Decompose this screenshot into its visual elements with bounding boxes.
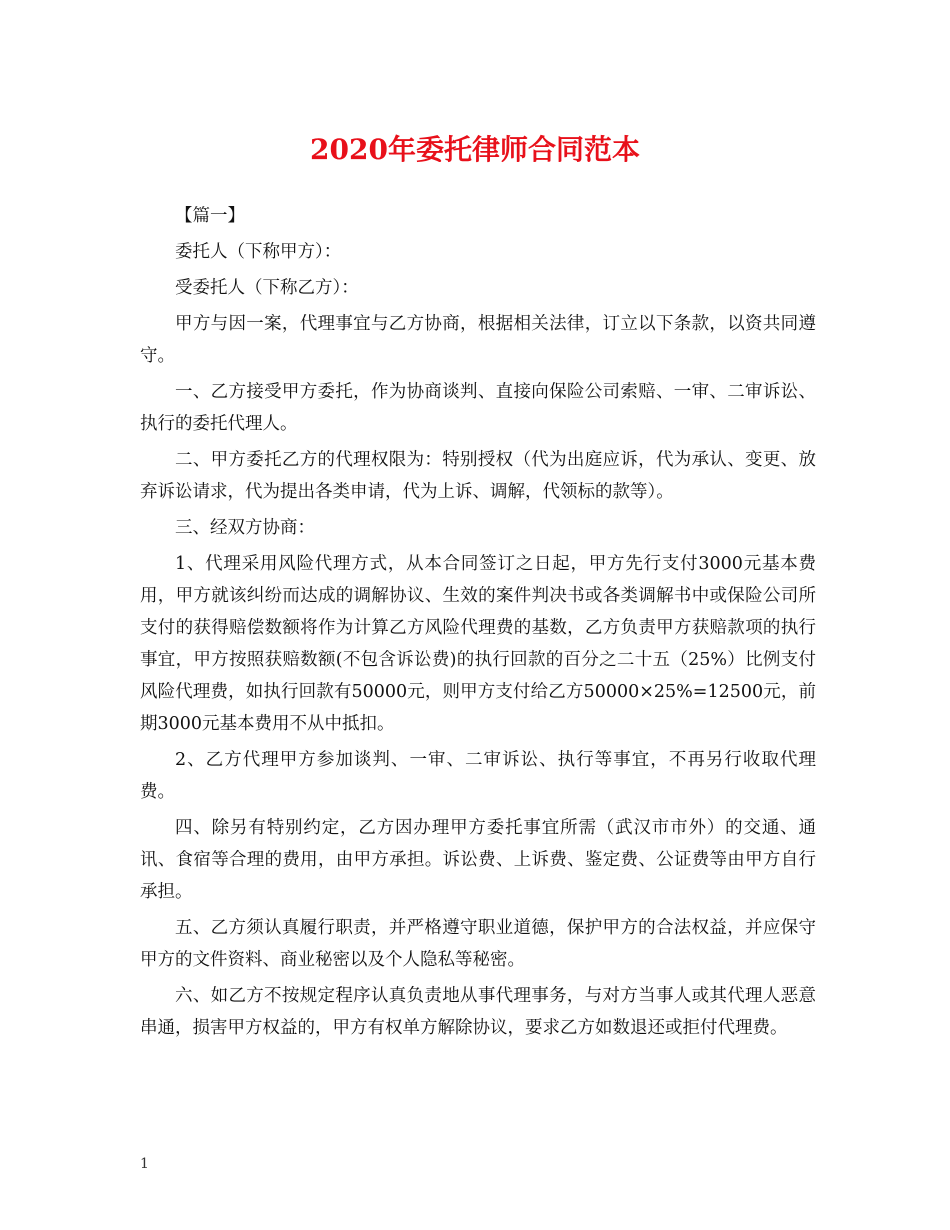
clause-3-item-1: 1、代理采用风险代理方式，从本合同签订之日起，甲方先行支付3000元基本费用，甲方就该纠纷而达成的调解协议、生效的案件判决书或各类调解书中或保险公司所支付的获得赔偿数额将作为计算乙方风险代理费的基数，乙方负责甲方获赔款项的执行事宜，甲方按照获赔数额(不包含诉讼费)的执行回款的百分之二十五（25%）比例支付风险代理费，如执行回款有50000元，则甲方支付给乙方50000×25%=12500元，前期3000元基本费用不从中抵扣。 [140, 554, 816, 734]
section-heading: 【篇一】 [175, 206, 245, 226]
clause-2-paragraph: 二、甲方委托乙方的代理权限为：特别授权（代为出庭应诉，代为承认、变更、放弃诉讼请求，代为提出各类申请，代为上诉、调解，代领标的款等）。 [140, 450, 816, 502]
preamble-paragraph: 甲方与因一案，代理事宜与乙方协商，根据相关法律，订立以下条款，以资共同遵守。 [140, 314, 816, 366]
clause-3-item-2: 2、乙方代理甲方参加谈判、一审、二审诉讼、执行等事宜，不再另行收取代理费。 [140, 750, 816, 802]
clause-6-paragraph: 六、如乙方不按规定程序认真负责地从事代理事务，与对方当事人或其代理人恶意串通，损害甲方权益的，甲方有权单方解除协议，要求乙方如数退还或拒付代理费。 [140, 986, 816, 1038]
document-title: 2020年委托律师合同范本 [310, 133, 640, 166]
page-number: 1 [140, 1156, 149, 1172]
document-body [140, 200, 816, 1048]
clause-5-paragraph: 五、乙方须认真履行职责，并严格遵守职业道德，保护甲方的合法权益，并应保守甲方的文件资料、商业秘密以及个人隐私等秘密。 [140, 918, 816, 970]
clause-3-heading: 三、经双方协商： [175, 518, 315, 538]
principal-line: 委托人（下称甲方）： [175, 242, 342, 262]
clause-1-paragraph: 一、乙方接受甲方委托，作为协商谈判、直接向保险公司索赔、一审、二审诉讼、执行的委托代理人。 [140, 382, 816, 434]
clause-4-paragraph: 四、除另有特别约定，乙方因办理甲方委托事宜所需（武汉市市外）的交通、通讯、食宿等合理的费用，由甲方承担。诉讼费、上诉费、鉴定费、公证费等由甲方自行承担。 [140, 818, 816, 902]
agent-line: 受委托人（下称乙方）： [175, 278, 359, 298]
